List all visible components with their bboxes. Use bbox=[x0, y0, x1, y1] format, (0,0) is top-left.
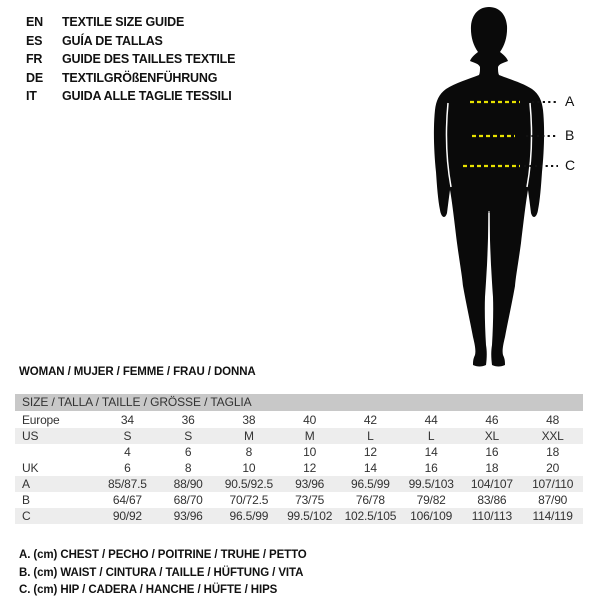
language-title: TEXTILE SIZE GUIDE bbox=[62, 15, 185, 29]
size-cell: 107/110 bbox=[532, 477, 574, 491]
legend-line: A. (cm) CHEST / PECHO / POITRINE / TRUHE / PETTO bbox=[19, 549, 307, 561]
size-cell: 99.5/102 bbox=[287, 509, 333, 523]
size-cell: 68/70 bbox=[173, 493, 203, 507]
language-row bbox=[26, 13, 235, 32]
size-cell: M bbox=[304, 429, 315, 443]
size-cell: S bbox=[184, 429, 193, 443]
size-cell: 6 bbox=[184, 445, 192, 459]
legend-line: B. (cm) WAIST / CINTURA / TAILLE / HÜFTUNG / VITA bbox=[19, 566, 304, 579]
row-label: C bbox=[22, 509, 31, 523]
size-cell: 73/75 bbox=[295, 493, 325, 507]
table-row-UK bbox=[15, 460, 583, 476]
size-cell: 8 bbox=[245, 445, 253, 459]
size-cell: 8 bbox=[184, 461, 192, 475]
table-title: WOMAN / MUJER / FEMME / FRAU / DONNA bbox=[19, 366, 256, 378]
table-row-A bbox=[15, 476, 583, 492]
language-code: IT bbox=[26, 89, 37, 104]
table-row-Europe bbox=[15, 412, 583, 428]
size-cell: 34 bbox=[120, 413, 134, 427]
table-row-C bbox=[15, 508, 583, 524]
measure-label-B: B bbox=[565, 127, 575, 143]
size-cell: 76/78 bbox=[355, 493, 385, 507]
size-cell: 36 bbox=[181, 413, 195, 427]
size-table bbox=[15, 412, 583, 524]
measure-label-C: C bbox=[565, 157, 576, 173]
language-code: FR bbox=[26, 52, 43, 67]
size-cell: 6 bbox=[124, 461, 131, 475]
measure-label-A: A bbox=[565, 93, 575, 109]
size-cell: 88/90 bbox=[173, 477, 203, 491]
woman-silhouette-icon bbox=[408, 3, 592, 369]
size-cell: L bbox=[427, 429, 435, 443]
row-label: A bbox=[22, 477, 30, 491]
row-label: Europe bbox=[22, 413, 60, 427]
size-cell: 83/86 bbox=[477, 493, 507, 507]
size-cell: 16 bbox=[424, 461, 438, 475]
size-cell: 4 bbox=[124, 445, 131, 459]
table-row-US bbox=[15, 428, 583, 444]
measurement-legend bbox=[19, 547, 307, 600]
size-cell: 96.5/99 bbox=[229, 509, 269, 523]
size-cell: 90.5/92.5 bbox=[224, 477, 273, 491]
size-table-section bbox=[15, 394, 583, 524]
language-row bbox=[26, 87, 235, 106]
row-label bbox=[15, 444, 97, 460]
size-cell: 85/87.5 bbox=[108, 477, 147, 491]
size-cell: 93/96 bbox=[173, 509, 203, 523]
size-cell: 99.5/103 bbox=[408, 477, 454, 491]
language-title: TEXTILGRÖßENFÜHRUNG bbox=[62, 70, 218, 85]
size-cell: 42 bbox=[363, 413, 377, 427]
size-cell: 90/92 bbox=[112, 509, 142, 523]
size-cell: 10 bbox=[242, 461, 256, 475]
size-cell: 18 bbox=[485, 461, 499, 475]
size-cell: 79/82 bbox=[416, 493, 446, 507]
legend-line: C. (cm) HIP / CADERA / HANCHE / HÜFTE / HIPS bbox=[19, 584, 278, 597]
size-cell: XL bbox=[484, 429, 500, 443]
size-cell: 106/109 bbox=[410, 509, 453, 523]
size-cell: 48 bbox=[546, 413, 560, 427]
language-title: GUIDE DES TAILLES TEXTILE bbox=[62, 52, 236, 67]
language-row bbox=[26, 50, 235, 69]
language-code: EN bbox=[26, 15, 43, 29]
size-cell: 96.5/99 bbox=[351, 477, 390, 491]
language-title-block bbox=[26, 13, 235, 106]
size-cell: 14 bbox=[424, 445, 438, 459]
size-cell: S bbox=[123, 429, 132, 443]
language-title: GUÍA DE TALLAS bbox=[62, 33, 163, 48]
size-cell: 10 bbox=[303, 445, 317, 459]
size-cell: L bbox=[367, 429, 374, 443]
size-cell: 16 bbox=[485, 445, 499, 459]
size-cell: 70/72.5 bbox=[229, 493, 269, 507]
language-code: ES bbox=[26, 33, 43, 48]
size-table-header: SIZE / TALLA / TAILLE / GRÖSSE / TAGLIA bbox=[15, 394, 583, 411]
language-title: GUIDA ALLE TAGLIE TESSILI bbox=[62, 89, 232, 104]
size-cell: 114/119 bbox=[532, 509, 573, 523]
woman-silhouette-figure bbox=[408, 3, 592, 369]
row-label: B bbox=[22, 493, 30, 507]
language-code: DE bbox=[26, 70, 43, 85]
language-row bbox=[26, 32, 235, 51]
size-cell: 104/107 bbox=[470, 477, 513, 491]
size-cell: M bbox=[243, 429, 254, 443]
row-label: US bbox=[22, 429, 39, 443]
size-cell: 14 bbox=[363, 461, 377, 475]
size-cell: 46 bbox=[485, 413, 499, 427]
size-cell: 87/90 bbox=[538, 493, 568, 507]
size-cell: 102.5/105 bbox=[344, 509, 397, 523]
table-row-us-numeric bbox=[15, 444, 583, 460]
size-cell: 44 bbox=[424, 413, 438, 427]
row-label: UK bbox=[22, 461, 39, 475]
size-cell: 40 bbox=[303, 413, 317, 427]
size-cell: 12 bbox=[363, 445, 377, 459]
table-row-B bbox=[15, 492, 583, 508]
size-cell: 93/96 bbox=[295, 477, 325, 491]
size-cell: 20 bbox=[546, 461, 560, 475]
size-cell: 110/113 bbox=[471, 509, 512, 523]
size-cell: 12 bbox=[303, 461, 317, 475]
size-cell: XXL bbox=[541, 429, 564, 443]
size-cell: 64/67 bbox=[112, 493, 142, 507]
language-row bbox=[26, 69, 235, 88]
size-cell: 38 bbox=[242, 413, 256, 427]
size-cell: 18 bbox=[546, 445, 560, 459]
